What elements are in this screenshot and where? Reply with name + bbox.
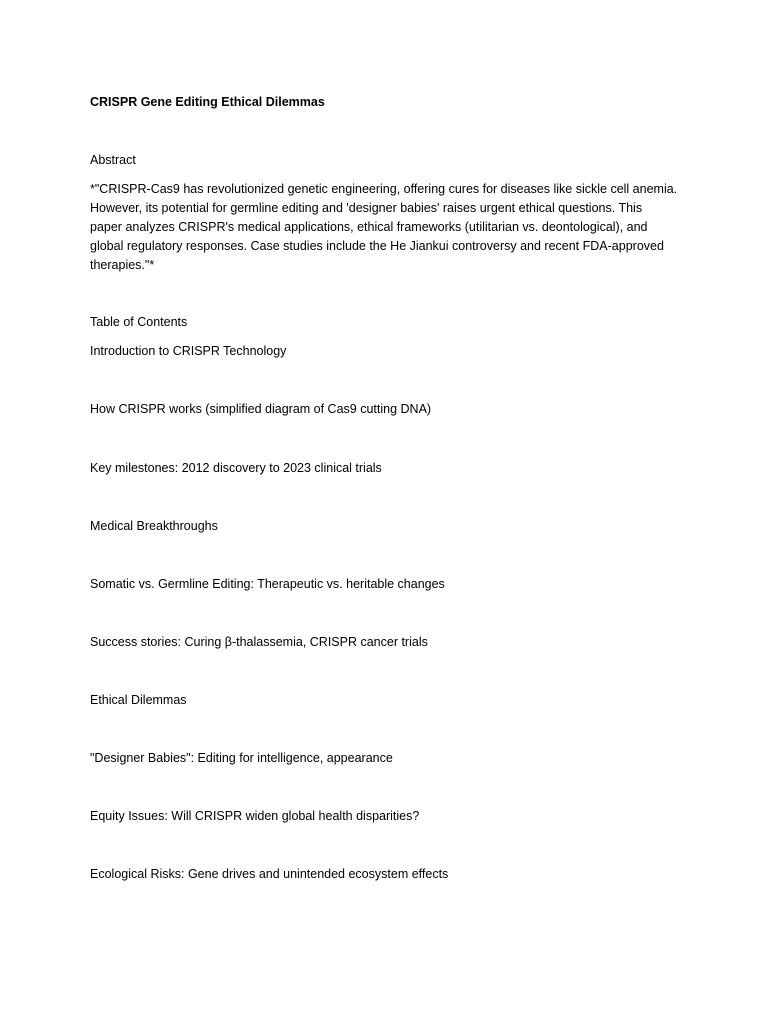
toc-item: How CRISPR works (simplified diagram of Cas9 cutting DNA) xyxy=(90,402,432,416)
toc-item: Ecological Risks: Gene drives and unintended ecosystem effects xyxy=(90,867,449,881)
toc-item: Success stories: Curing β-thalassemia, CRISPR cancer trials xyxy=(90,635,428,649)
toc-item: "Designer Babies": Editing for intelligence, appearance xyxy=(90,751,393,765)
toc-item: Somatic vs. Germline Editing: Therapeutic vs. heritable changes xyxy=(90,577,445,591)
toc-heading: Table of Contents xyxy=(90,315,188,329)
toc-item: Key milestones: 2012 discovery to 2023 clinical trials xyxy=(90,461,382,475)
abstract-line: paper analyzes CRISPR's medical applications, ethical frameworks (utilitarian vs. deontological), and xyxy=(90,220,648,234)
toc-item: Introduction to CRISPR Technology xyxy=(90,344,287,358)
abstract-heading: Abstract xyxy=(90,153,136,167)
abstract-line: therapies."* xyxy=(90,258,155,272)
toc-item: Medical Breakthroughs xyxy=(90,519,218,533)
toc-item: Equity Issues: Will CRISPR widen global health disparities? xyxy=(90,809,420,823)
abstract-line: global regulatory responses. Case studies include the He Jiankui controversy and recent FDA-approved xyxy=(90,239,664,253)
abstract-line: However, its potential for germline editing and 'designer babies' raises urgent ethical questions. This xyxy=(90,201,643,215)
abstract-paragraph xyxy=(90,180,690,275)
document-title: CRISPR Gene Editing Ethical Dilemmas xyxy=(90,95,325,109)
abstract-line: *"CRISPR-Cas9 has revolutionized genetic engineering, offering cures for diseases like sickle cell anemia. xyxy=(90,182,678,196)
toc-item: Ethical Dilemmas xyxy=(90,693,187,707)
